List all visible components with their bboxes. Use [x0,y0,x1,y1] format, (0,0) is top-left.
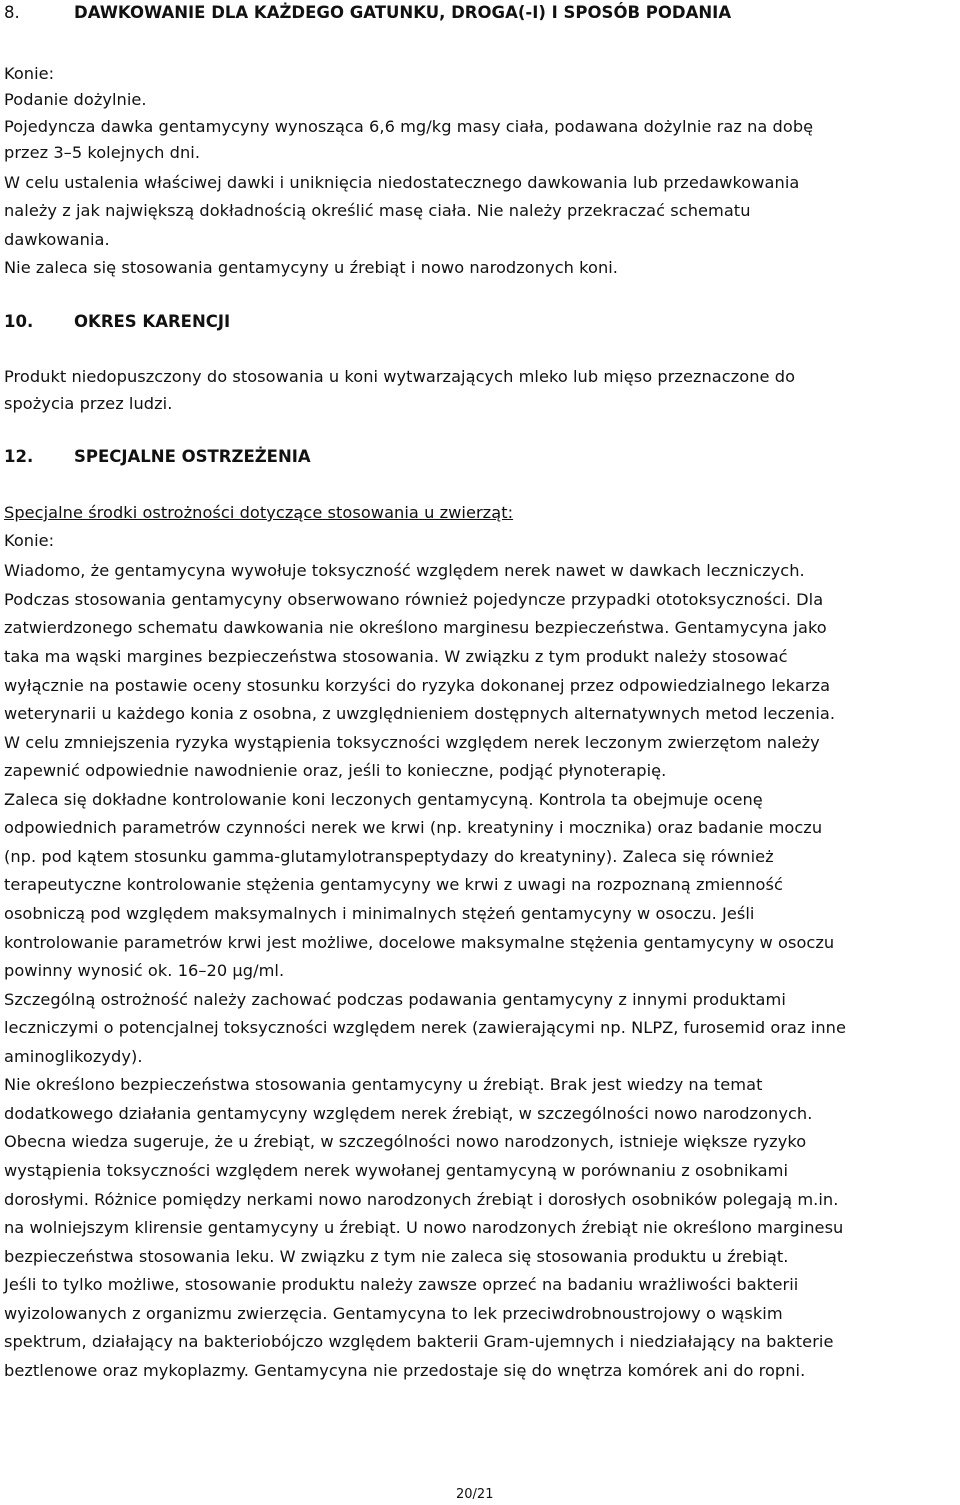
section-12-line: Jeśli to tylko możliwe, stosowanie produktu należy zawsze oprzeć na badaniu wrażliwości bakterii [4,1275,799,1294]
section-12-line: Podczas stosowania gentamycyny obserwowano również pojedyncze przypadki ototoksyczności. Dla [4,590,824,609]
section-12-line: leczniczymi o potencjalnej toksyczności względem nerek (zawierającymi np. NLPZ, furosemid oraz inne [4,1018,846,1037]
section-12-line: wystąpienia toksyczności względem nerek wywołanej gentamycyną w porównaniu z osobnikami [4,1161,789,1180]
section-12-line: beztlenowe oraz mykoplazmy. Gentamycyna nie przedostaje się do wnętrza komórek ani do ropni. [4,1361,806,1380]
section-12-line: taka ma wąski margines bezpieczeństwa stosowania. W związku z tym produkt należy stosować [4,647,788,666]
section-8-line: Konie: [4,64,55,83]
section-12-line: Szczególną ostrożność należy zachować podczas podawania gentamycyny z innymi produktami [4,990,786,1009]
section-8-number: 8. [4,3,20,22]
section-8-line: przez 3–5 kolejnych dni. [4,143,201,162]
section-10-title: OKRES KARENCJI [74,312,231,331]
section-10-heading [4,311,230,333]
section-12-line: zatwierdzonego schematu dawkowania nie określono marginesu bezpieczeństwa. Gentamycyna jako [4,618,827,637]
section-8-line: Podanie dożylnie. [4,90,147,109]
section-12-line: zapewnić odpowiednie nawodnienie oraz, jeśli to konieczne, podjąć płynoterapię. [4,761,667,780]
section-12-line: wyizolowanych z organizmu zwierzęcia. Gentamycyna to lek przeciwdrobnoustrojowy o wąskim [4,1304,783,1323]
section-12-line: odpowiednich parametrów czynności nerek we krwi (np. kreatyniny i mocznika) oraz badanie moczu [4,818,823,837]
section-12-line: Wiadomo, że gentamycyna wywołuje toksyczność względem nerek nawet w dawkach leczniczych. [4,561,805,580]
section-12-line: spektrum, działający na bakteriobójczo względem bakterii Gram-ujemnych i niedziałający na bakterie [4,1332,834,1351]
section-12-line: weterynarii u każdego konia z osobna, z uwzględnieniem dostępnych alternatywnych metod leczenia. [4,704,836,723]
section-10-line: Produkt niedopuszczony do stosowania u koni wytwarzających mleko lub mięso przeznaczone do [4,367,796,386]
section-12-line: dorosłymi. Różnice pomiędzy nerkami nowo narodzonych źrebiąt i dorosłych osobników polegają m.in. [4,1190,839,1209]
section-12-line: na wolniejszym klirensie gentamycyny u źrebiąt. U nowo narodzonych źrebiąt nie określono marginesu [4,1218,844,1237]
section-12-subheading: Specjalne środki ostrożności dotyczące stosowania u zwierząt: [4,503,514,522]
section-8-line: Pojedyncza dawka gentamycyny wynosząca 6,6 mg/kg masy ciała, podawana dożylnie raz na dobę [4,117,814,136]
section-8-line: W celu ustalenia właściwej dawki i uniknięcia niedostatecznego dawkowania lub przedawkowania [4,173,800,192]
section-12-number: 12. [4,447,34,466]
section-12-line: W celu zmniejszenia ryzyka wystąpienia toksyczności względem nerek leczonym zwierzętom należy [4,733,820,752]
section-12-line: (np. pod kątem stosunku gamma-glutamylotranspeptydazy do kreatyniny). Zaleca się również [4,847,774,866]
section-8-line: dawkowania. [4,230,110,249]
section-12-line: Zaleca się dokładne kontrolowanie koni leczonych gentamycyną. Kontrola ta obejmuje ocenę [4,790,763,809]
section-8-line: Nie zaleca się stosowania gentamycyny u źrebiąt i nowo narodzonych koni. [4,258,619,277]
section-12-line: osobniczą pod względem maksymalnych i minimalnych stężeń gentamycyny w osoczu. Jeśli [4,904,755,923]
section-12-title: SPECJALNE OSTRZEŻENIA [74,447,311,466]
section-12-heading [4,446,311,468]
section-10-number: 10. [4,312,34,331]
section-12-line: dodatkowego działania gentamycyny względem nerek źrebiąt, w szczególności nowo narodzonych. [4,1104,813,1123]
section-12-line: Nie określono bezpieczeństwa stosowania gentamycyny u źrebiąt. Brak jest wiedzy na temat [4,1075,763,1094]
section-12-line: terapeutyczne kontrolowanie stężenia gentamycyny we krwi z uwagi na rozpoznaną zmienność [4,875,783,894]
section-12-species: Konie: [4,531,55,550]
section-8-title: DAWKOWANIE DLA KAŻDEGO GATUNKU, DROGA(-I) I SPOSÓB PODANIA [74,3,732,22]
section-12-line: powinny wynosić ok. 16–20 μg/ml. [4,961,285,980]
section-12-line: wyłącznie na postawie oceny stosunku korzyści do ryzyka dokonanej przez odpowiedzialnego lekarza [4,676,831,695]
section-12-line: kontrolowanie parametrów krwi jest możliwe, docelowe maksymalne stężenia gentamycyny w osoczu [4,933,835,952]
section-10-line: spożycia przez ludzi. [4,394,173,413]
section-8-line: należy z jak największą dokładnością określić masę ciała. Nie należy przekraczać schematu [4,201,751,220]
section-12-line: bezpieczeństwa stosowania leku. W związku z tym nie zaleca się stosowania produktu u źrebiąt. [4,1247,789,1266]
section-12-line: aminoglikozydy). [4,1047,143,1066]
section-8-heading [4,2,731,24]
section-12-line: Obecna wiedza sugeruje, że u źrebiąt, w szczególności nowo narodzonych, istnieje większe ryzyko [4,1132,807,1151]
page-number: 20/21 [456,1487,494,1502]
